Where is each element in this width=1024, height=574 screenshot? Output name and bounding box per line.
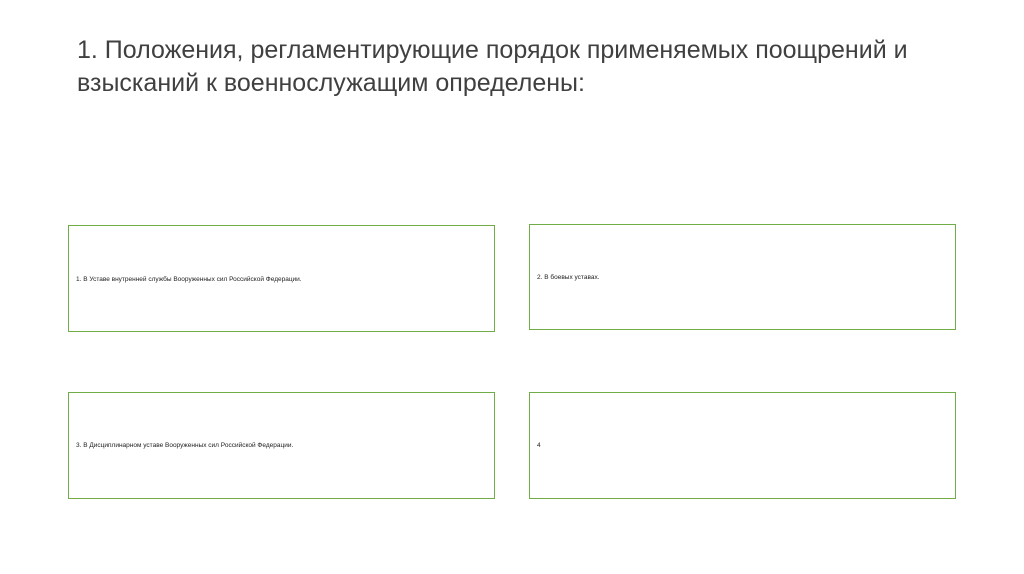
slide-title: 1. Положения, регламентирующие порядок применяемых поощрений и взысканий к военнослужащим определены:: [77, 36, 908, 97]
answer-option-1-text: 1. В Уставе внутренней службы Вооруженных сил Российской Федерации.: [76, 276, 302, 283]
answer-option-2-text: 2. В боевых уставах.: [537, 274, 600, 281]
answer-option-3[interactable]: [68, 392, 495, 499]
answer-option-2[interactable]: [529, 224, 956, 330]
answer-option-4-text: 4: [537, 442, 541, 449]
answer-option-1[interactable]: [68, 225, 495, 332]
answer-option-3-text: 3. В Дисциплинарном уставе Вооруженных сил Российской Федерации.: [76, 442, 294, 449]
answer-option-4[interactable]: [529, 392, 956, 499]
